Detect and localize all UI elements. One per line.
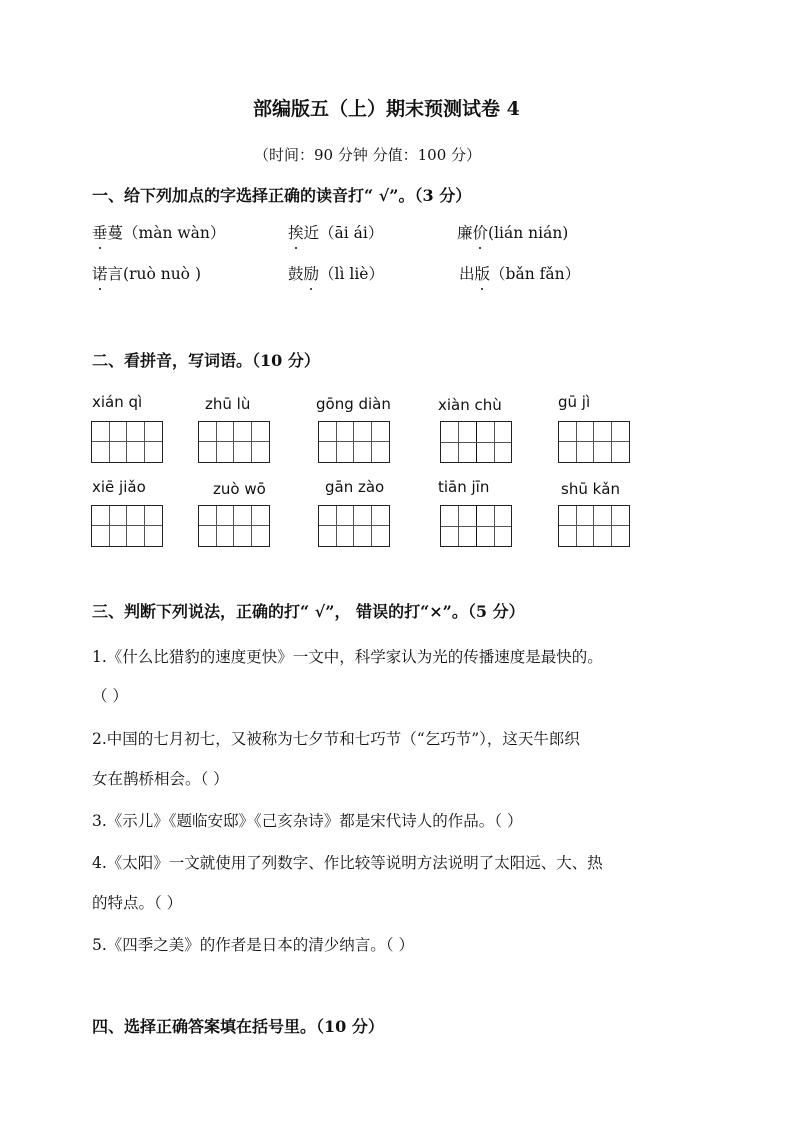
answer-bracket[interactable]: （ ） <box>92 687 128 705</box>
judgement-line: 女在鹊桥相会。（ ） <box>92 770 229 788</box>
pinyin-label: shū kǎn <box>561 480 620 498</box>
page-subtitle: （时间：90 分钟 分值：100 分） <box>254 146 482 164</box>
pinyin-choice-item: 鼓励（lì liè） <box>288 262 384 284</box>
pinyin-choice-item: 垂蔓（màn wàn） <box>92 221 225 243</box>
pinyin-choice-item: 诺言(ruò nuò ) <box>92 262 201 284</box>
pinyin-label: xiē jiǎo <box>92 478 146 496</box>
judgement-line: 的特点。（ ） <box>92 894 183 912</box>
writing-grid[interactable] <box>558 421 630 463</box>
section-3-heading: 三、判断下列说法，正确的打“ √”， 错误的打“×”。（5 分） <box>92 602 525 621</box>
writing-grid[interactable] <box>91 421 163 463</box>
writing-grid[interactable] <box>198 421 270 463</box>
writing-grid[interactable] <box>318 505 390 547</box>
pinyin-label: gōng diàn <box>316 395 391 413</box>
judgement-line: 4.《太阳》一文就使用了列数字、作比较等说明方法说明了太阳远、大、热 <box>92 854 603 872</box>
writing-grid[interactable] <box>558 505 630 547</box>
pinyin-label: gān zào <box>325 478 385 496</box>
pinyin-label: tiān jīn <box>438 478 490 496</box>
section-4-heading: 四、选择正确答案填在括号里。（10 分） <box>92 1017 384 1036</box>
pinyin-choice-item: 挨近（āi ái） <box>288 221 383 243</box>
judgement-line: 2.中国的七月初七，又被称为七夕节和七巧节（“乞巧节”），这天牛郎织 <box>92 730 580 748</box>
pinyin-label: xián qì <box>92 393 143 411</box>
section-1-heading: 一、给下列加点的字选择正确的读音打“ √”。（3 分） <box>92 186 472 205</box>
pinyin-choice-item: 出版（bǎn fǎn） <box>459 262 580 284</box>
judgement-line: 5.《四季之美》的作者是日本的清少纳言。（ ） <box>92 936 414 954</box>
pinyin-label: zhū lù <box>205 395 251 413</box>
pinyin-label: xiàn chù <box>438 396 502 414</box>
writing-grid[interactable] <box>440 421 512 463</box>
pinyin-choice-item: 廉价(lián nián) <box>457 221 568 243</box>
pinyin-label: zuò wō <box>213 480 266 498</box>
writing-grid[interactable] <box>91 505 163 547</box>
section-2-heading: 二、看拼音，写词语。（10 分） <box>92 351 320 370</box>
judgement-line: 3.《示儿》《题临安邸》《己亥杂诗》都是宋代诗人的作品。（ ） <box>92 812 523 830</box>
page-title: 部编版五（上）期末预测试卷 4 <box>253 98 520 120</box>
writing-grid[interactable] <box>440 505 512 547</box>
judgement-line: 1.《什么比猎豹的速度更快》一文中，科学家认为光的传播速度是最快的。 <box>92 648 603 666</box>
writing-grid[interactable] <box>318 421 390 463</box>
pinyin-label: gū jì <box>558 393 591 411</box>
writing-grid[interactable] <box>198 505 270 547</box>
